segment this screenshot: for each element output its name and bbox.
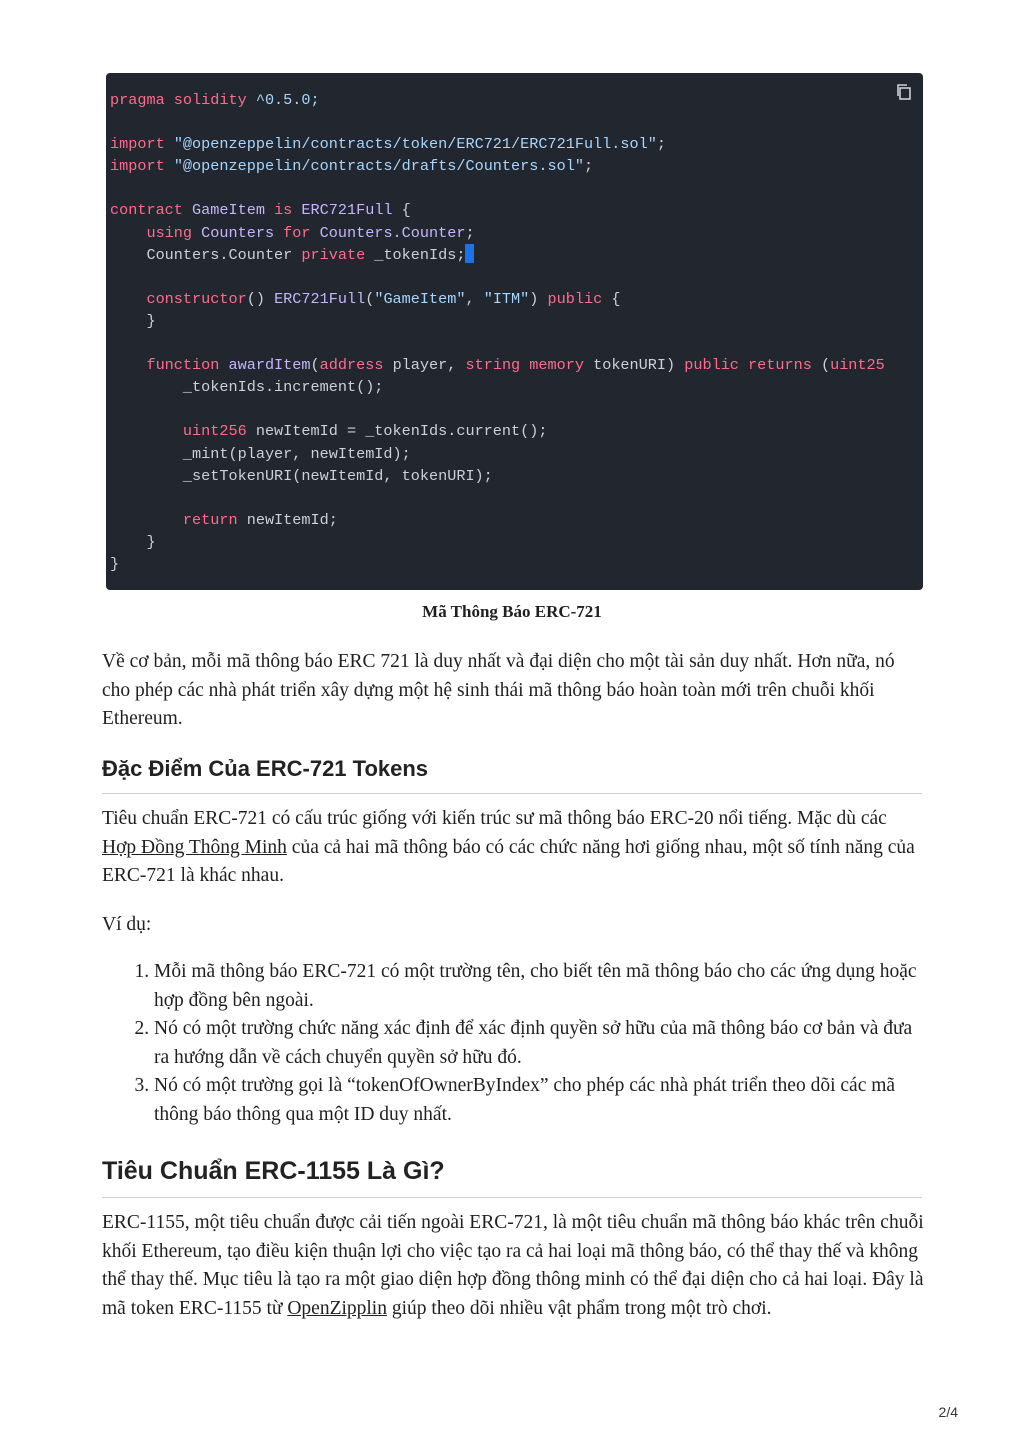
code-token: ERC721Full xyxy=(274,289,366,308)
code-token: public returns xyxy=(684,356,821,375)
code-token: () xyxy=(246,289,275,308)
erc721-features-paragraph xyxy=(102,805,924,891)
code-token: Counters.Counter xyxy=(319,223,466,242)
smart-contracts-link[interactable]: Hợp Đồng Thông Minh xyxy=(102,836,287,858)
code-token: uint256 xyxy=(110,422,256,441)
code-token: awardItem xyxy=(228,356,311,375)
code-token: private xyxy=(301,245,375,264)
code-line xyxy=(110,376,923,398)
code-line xyxy=(110,133,923,155)
list-item: 3. Nó có một trường gọi là “tokenOfOwnerByIndex” cho phép các nhà phát triển theo dõi các mã thông báo thông qua một ID duy nhất. xyxy=(154,1072,924,1129)
code-token: ( xyxy=(310,356,320,375)
code-token: _mint(player, newItemId); xyxy=(110,444,411,463)
code-line xyxy=(110,266,923,288)
code-token: import xyxy=(110,135,174,154)
code-token: string memory xyxy=(465,356,594,375)
paragraph-text: giúp theo dõi nhiều vật phẩm trong một trò chơi. xyxy=(386,1297,772,1319)
code-line xyxy=(110,531,923,553)
code-line xyxy=(110,111,923,133)
code-token: using xyxy=(110,223,202,242)
code-token: { xyxy=(611,289,621,308)
list-item: 1. Mỗi mã thông báo ERC-721 có một trường tên, cho biết tên mã thông báo cho các ứng dụng hoặc hợp đồng bên ngoài. xyxy=(154,958,924,1015)
code-token: ERC721Full xyxy=(301,201,402,220)
code-token: ( xyxy=(365,289,375,308)
code-line xyxy=(110,420,923,442)
code-token: newItemId; xyxy=(246,510,338,529)
code-token: public xyxy=(547,289,612,308)
code-block xyxy=(106,73,923,590)
code-line xyxy=(110,155,923,177)
code-token: uint25 xyxy=(830,356,885,375)
code-token: , xyxy=(465,289,484,308)
code-token: ; xyxy=(465,223,475,242)
code-token: contract xyxy=(110,201,193,220)
code-token: import xyxy=(110,157,174,176)
code-token: } xyxy=(110,532,156,551)
code-token: } xyxy=(110,554,120,573)
figure-caption: Mã Thông Báo ERC-721 xyxy=(422,602,602,621)
code-line xyxy=(110,398,923,420)
code-token: address xyxy=(319,356,393,375)
code-token: return xyxy=(110,510,247,529)
section-heading-erc721-features: Đặc Điểm Của ERC-721 Tokens xyxy=(102,756,922,794)
intro-paragraph: Về cơ bản, mỗi mã thông báo ERC 721 là duy nhất và đại diện cho một tài sản duy nhất. Hơn nữa, nó cho phép các nhà phát triển xây dựng một hệ sinh thái mã thông báo hoàn toàn mới trên chuỗi khối Ethereum. xyxy=(102,651,895,729)
code-content xyxy=(110,89,923,575)
code-line xyxy=(110,244,923,266)
code-token: GameItem xyxy=(192,201,275,220)
code-token: is xyxy=(274,201,302,220)
code-token: { xyxy=(401,201,411,220)
code-line xyxy=(110,354,923,376)
code-token: newItemId = _tokenIds.current(); xyxy=(255,422,548,441)
code-token: "@openzeppelin/contracts/drafts/Counters.sol" xyxy=(173,157,584,176)
feature-list xyxy=(102,958,924,1129)
code-token: _tokenIds; xyxy=(374,245,466,264)
code-line xyxy=(110,89,923,111)
code-token: "GameItem" xyxy=(374,289,466,308)
paragraph-text: ERC-1155, một tiêu chuẩn được cải tiến ngoài ERC-721, là một tiêu chuẩn mã thông báo khác trên chuỗi khối Ethereum, tạo điều kiện thuận lợi cho việc tạo ra cả hai loại mã thông báo, có thể thay thế và không thể thay thế. Mục tiêu là tạo ra một giao diện hợp đồng thông minh có thể đại diện cho cả hai loại. Đây là mã token ERC-1155 từ xyxy=(102,1212,924,1319)
code-line xyxy=(110,199,923,221)
code-token: ^0.5.0; xyxy=(255,91,320,109)
code-line xyxy=(110,443,923,465)
code-token: "@openzeppelin/contracts/token/ERC721/ERC721Full.sol" xyxy=(173,135,657,154)
example-label: Ví dụ: xyxy=(102,914,152,935)
code-token: } xyxy=(110,311,156,330)
code-token: Counters.Counter xyxy=(110,245,302,264)
text-cursor xyxy=(465,244,474,263)
paragraph-text: của cả hai mã thông báo có các chức năng hơi giống nhau, một số tính năng của ERC-721 là khác nhau. xyxy=(102,836,915,886)
list-item: 2. Nó có một trường chức năng xác định để xác định quyền sở hữu của mã thông báo cơ bản và đưa ra hướng dẫn về cách chuyển quyền sở hữu đó. xyxy=(154,1015,924,1072)
code-token: ; xyxy=(583,157,594,176)
code-token: for xyxy=(283,223,320,242)
code-line xyxy=(110,332,923,354)
code-line xyxy=(110,553,923,575)
code-token: ) xyxy=(529,289,548,308)
code-token: Counters xyxy=(201,223,284,242)
code-token: _setTokenURI(newItemId, tokenURI); xyxy=(110,466,493,485)
code-token: ( xyxy=(820,356,831,375)
code-token: _tokenIds.increment(); xyxy=(110,378,384,397)
openzipplin-link[interactable]: OpenZipplin xyxy=(287,1297,387,1319)
section-heading-erc1155: Tiêu Chuẩn ERC-1155 Là Gì? xyxy=(102,1157,922,1198)
code-token: player, xyxy=(392,356,466,375)
code-line xyxy=(110,310,923,332)
code-token: "ITM" xyxy=(483,289,530,308)
page-number: 2/4 xyxy=(938,1404,958,1420)
code-token: pragma solidity xyxy=(110,91,256,109)
code-line xyxy=(110,487,923,509)
code-line xyxy=(110,288,923,310)
code-line xyxy=(110,465,923,487)
code-line xyxy=(110,222,923,244)
paragraph-text: Tiêu chuẩn ERC-721 có cấu trúc giống với kiến trúc sư mã thông báo ERC-20 nổi tiếng. Mặc dù các xyxy=(102,808,887,829)
code-token: tokenURI) xyxy=(593,356,685,375)
copy-icon[interactable] xyxy=(895,83,913,101)
code-token: ; xyxy=(656,135,666,154)
code-token: constructor xyxy=(110,289,247,308)
code-token: function xyxy=(110,356,229,375)
code-line xyxy=(110,177,923,199)
code-line xyxy=(110,509,923,531)
erc1155-paragraph xyxy=(102,1209,924,1323)
